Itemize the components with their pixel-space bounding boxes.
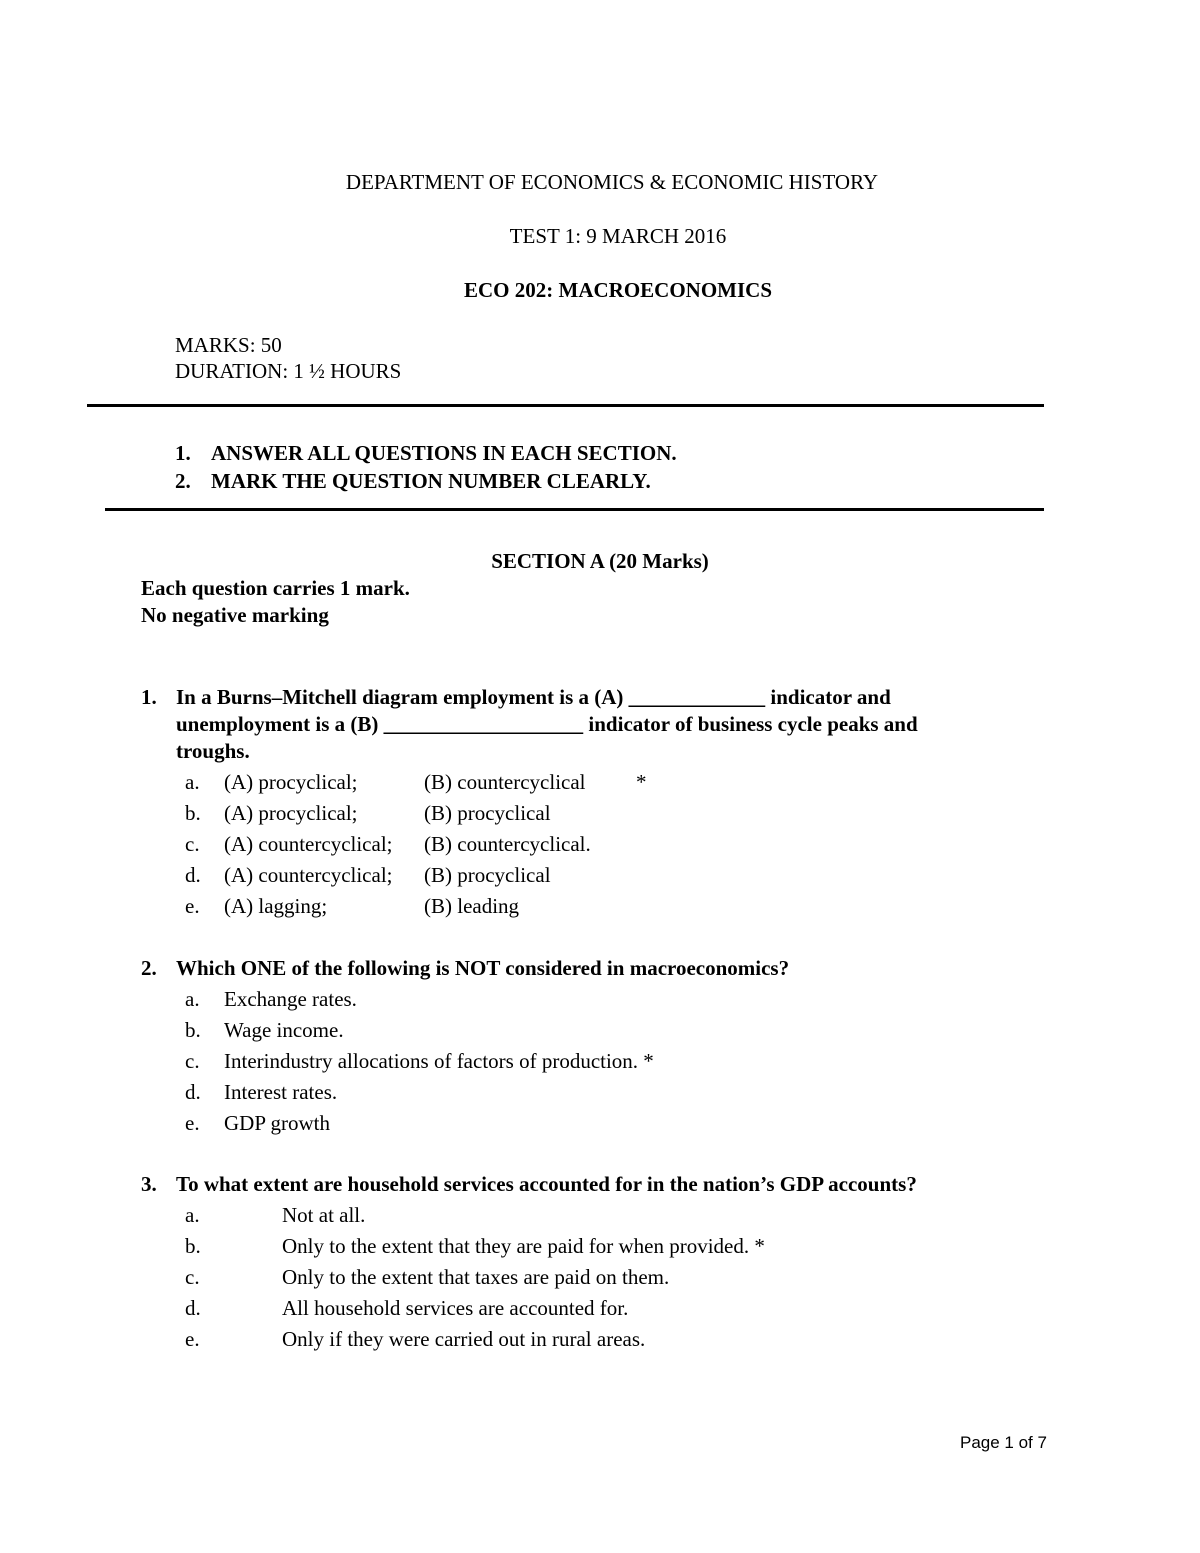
q2-option-a: Exchange rates. xyxy=(224,987,357,1011)
q1-option-e-part-a: (A) lagging; xyxy=(224,894,328,918)
q3-option-letter: c. xyxy=(185,1265,200,1289)
q1-option-b-part-a: (A) procyclical; xyxy=(224,801,358,825)
course-title: ECO 202: MACROECONOMICS xyxy=(464,278,772,302)
q1-option-b-part-b: (B) procyclical xyxy=(424,801,551,825)
section-note-negative: No negative marking xyxy=(141,603,329,627)
q3-option-a: Not at all. xyxy=(282,1203,366,1227)
divider-bottom xyxy=(105,508,1044,511)
duration: DURATION: 1 ½ HOURS xyxy=(175,359,402,383)
q3-option-d: All household services are accounted for. xyxy=(282,1296,629,1320)
q3-option-c: Only to the extent that taxes are paid on them. xyxy=(282,1265,670,1289)
test-date: TEST 1: 9 MARCH 2016 xyxy=(509,224,727,248)
q2-option-letter: e. xyxy=(185,1111,200,1135)
q1-option-d-part-a: (A) countercyclical; xyxy=(224,863,393,887)
q3-option-letter: d. xyxy=(185,1296,201,1320)
instruction-text: MARK THE QUESTION NUMBER CLEARLY. xyxy=(211,469,651,493)
instruction-1 xyxy=(175,441,677,466)
question-1-line-2: unemployment is a (B) ___________________ indicator of business cycle peaks and xyxy=(176,712,918,736)
instruction-number: 2. xyxy=(175,469,191,493)
q1-option-letter: b. xyxy=(185,801,201,825)
q1-option-a-part-b: (B) countercyclical xyxy=(424,770,586,794)
q1-option-letter: a. xyxy=(185,770,200,794)
answer-marker: * xyxy=(636,770,647,794)
page-number: Page 1 of 7 xyxy=(960,1433,1047,1452)
instruction-number: 1. xyxy=(175,441,191,465)
question-1-line-1: In a Burns–Mitchell diagram employment is a (A) _____________ indicator and xyxy=(176,685,891,709)
question-3-line-1: To what extent are household services accounted for in the nation’s GDP accounts? xyxy=(176,1172,917,1196)
q2-option-b: Wage income. xyxy=(224,1018,344,1042)
question-1-line-3: troughs. xyxy=(176,739,250,763)
q3-option-b: Only to the extent that they are paid for when provided. * xyxy=(282,1234,765,1258)
instruction-text: ANSWER ALL QUESTIONS IN EACH SECTION. xyxy=(211,441,677,465)
q2-option-letter: c. xyxy=(185,1049,200,1073)
q3-option-letter: a. xyxy=(185,1203,200,1227)
department-heading: DEPARTMENT OF ECONOMICS & ECONOMIC HISTORY xyxy=(345,170,879,194)
q2-option-d: Interest rates. xyxy=(224,1080,338,1104)
q3-option-letter: b. xyxy=(185,1234,201,1258)
q3-option-letter: e. xyxy=(185,1327,200,1351)
question-2-number: 2. xyxy=(141,956,157,980)
q3-option-e: Only if they were carried out in rural areas. xyxy=(282,1327,646,1351)
q2-option-letter: b. xyxy=(185,1018,201,1042)
q1-option-letter: c. xyxy=(185,832,200,856)
question-2-line-1: Which ONE of the following is NOT considered in macroeconomics? xyxy=(176,956,790,980)
q1-option-d-part-b: (B) procyclical xyxy=(424,863,551,887)
q2-option-c: Interindustry allocations of factors of production. * xyxy=(224,1049,654,1073)
q1-option-letter: d. xyxy=(185,863,201,887)
q2-option-letter: d. xyxy=(185,1080,201,1104)
q1-option-e-part-b: (B) leading xyxy=(424,894,520,918)
section-title: SECTION A (20 Marks) xyxy=(491,549,709,573)
q1-option-letter: e. xyxy=(185,894,200,918)
question-1-number: 1. xyxy=(141,685,157,709)
q1-option-c-part-b: (B) countercyclical. xyxy=(424,832,591,856)
q2-option-e: GDP growth xyxy=(224,1111,330,1135)
divider-top xyxy=(87,404,1044,407)
section-note-marks: Each question carries 1 mark. xyxy=(141,576,410,600)
instruction-2 xyxy=(175,469,651,494)
q1-option-c-part-a: (A) countercyclical; xyxy=(224,832,393,856)
question-3-number: 3. xyxy=(141,1172,157,1196)
q2-option-letter: a. xyxy=(185,987,200,1011)
marks-total: MARKS: 50 xyxy=(175,333,282,357)
q1-option-a-part-a: (A) procyclical; xyxy=(224,770,358,794)
